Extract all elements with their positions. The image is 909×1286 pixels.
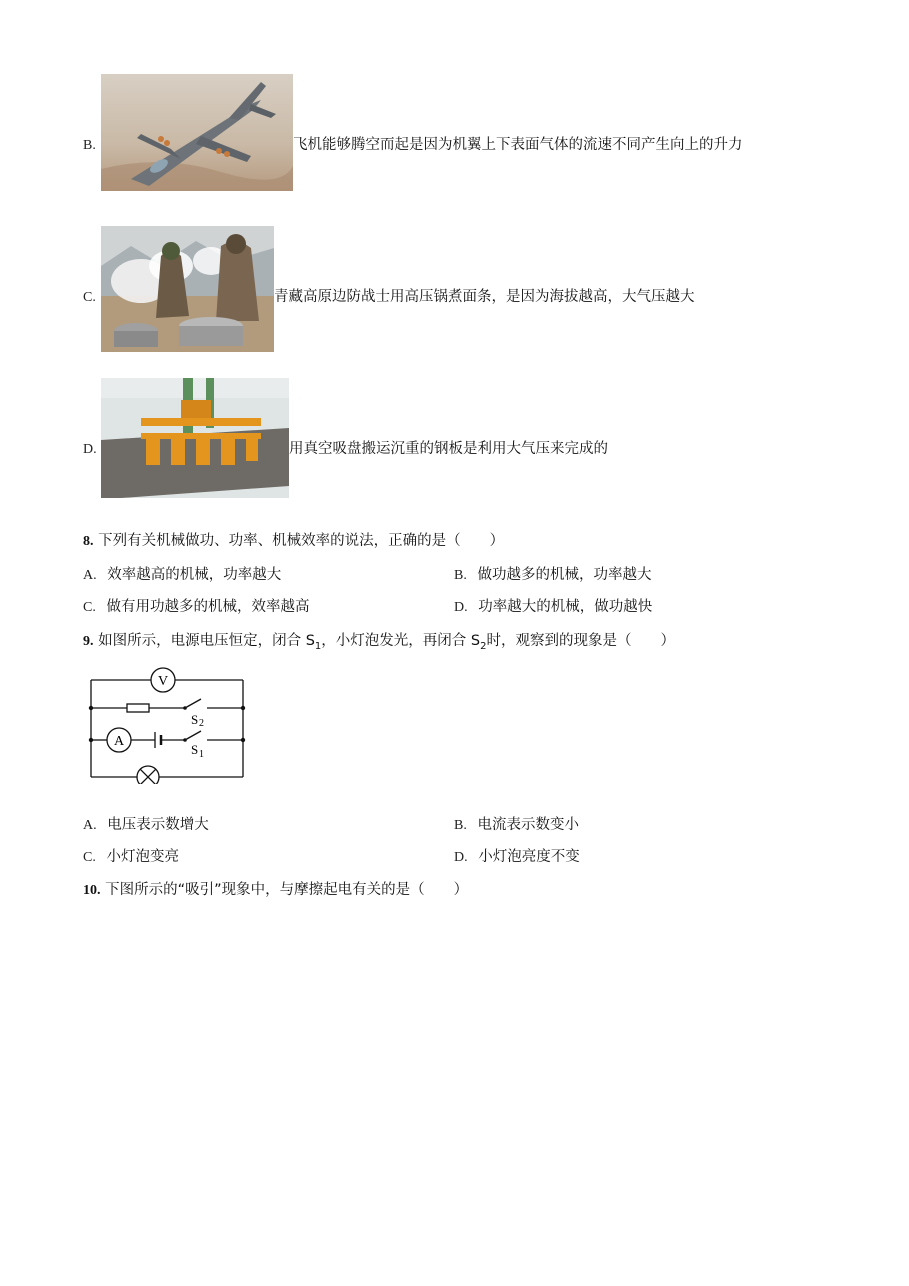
option-text: 小灯泡亮度不变 [478, 849, 580, 865]
question-8-stem [83, 531, 504, 552]
switch-s1-sub: 1 [199, 749, 204, 760]
q9-option-d [454, 847, 580, 868]
q8-option-b [454, 565, 651, 586]
option-b-letter: B. [83, 138, 96, 153]
question-10-stem [83, 880, 468, 901]
option-text: 电压表示数增大 [107, 817, 209, 833]
question-text-2: ，小灯泡发光，再闭合 S [321, 633, 481, 649]
question-number: 10. [83, 883, 101, 898]
switch-s1-label: S [191, 742, 199, 757]
circuit-diagram [85, 664, 250, 784]
question-text: 下图所示的“吸引”现象中，与摩擦起电有关的是（ ） [105, 882, 469, 898]
subscript-2: 2 [480, 640, 487, 652]
fighter-jet-photo [101, 74, 293, 191]
q9-option-a [83, 815, 209, 836]
option-c-text: 青藏高原边防战士用高压锅煮面条，是因为海拔越高，大气压越大 [274, 289, 695, 305]
q8-option-c [83, 597, 309, 618]
switch-s2-sub: 2 [199, 718, 204, 729]
option-letter: B. [454, 568, 467, 583]
q8-option-a [83, 565, 281, 586]
question-text: 下列有关机械做功、功率、机械效率的说法，正确的是（ ） [98, 533, 505, 549]
option-text: 做功越多的机械，功率越大 [477, 567, 652, 583]
question-text-1: 如图所示，电源电压恒定，闭合 S [98, 633, 315, 649]
option-d-letter: D. [83, 442, 97, 457]
q9-option-b [454, 815, 579, 836]
voltmeter-label: V [157, 674, 169, 689]
ammeter-label: A [113, 734, 125, 749]
question-number: 8. [83, 534, 94, 549]
subscript-1: 1 [314, 640, 322, 652]
option-text: 功率越大的机械，做功越快 [478, 599, 653, 615]
option-text: 效率越高的机械，功率越大 [107, 567, 282, 583]
option-text: 小灯泡变亮 [106, 849, 179, 865]
option-letter: A. [83, 568, 97, 583]
option-text: 电流表示数变小 [477, 817, 579, 833]
option-text: 做有用功越多的机械，效率越高 [106, 599, 310, 615]
option-letter: A. [83, 818, 97, 833]
option-letter: D. [454, 850, 468, 865]
question-number: 9. [83, 634, 94, 649]
question-text-3: 时，观察到的现象是（ ） [486, 633, 675, 649]
soldiers-pressure-cooker-photo [101, 226, 274, 352]
question-9-stem [83, 631, 675, 657]
q8-option-d [454, 597, 652, 618]
option-d-text: 用真空吸盘搬运沉重的钢板是利用大气压来完成的 [289, 441, 608, 457]
switch-s2-label: S [191, 712, 199, 727]
option-b-text: 飞机能够腾空而起是因为机翼上下表面气体的流速不同产生向上的升力 [293, 137, 743, 153]
vacuum-lifter-photo [101, 378, 289, 498]
option-letter: C. [83, 600, 96, 615]
option-c-letter: C. [83, 290, 96, 305]
option-letter: B. [454, 818, 467, 833]
option-letter: D. [454, 600, 468, 615]
q9-option-c [83, 847, 179, 868]
option-letter: C. [83, 850, 96, 865]
